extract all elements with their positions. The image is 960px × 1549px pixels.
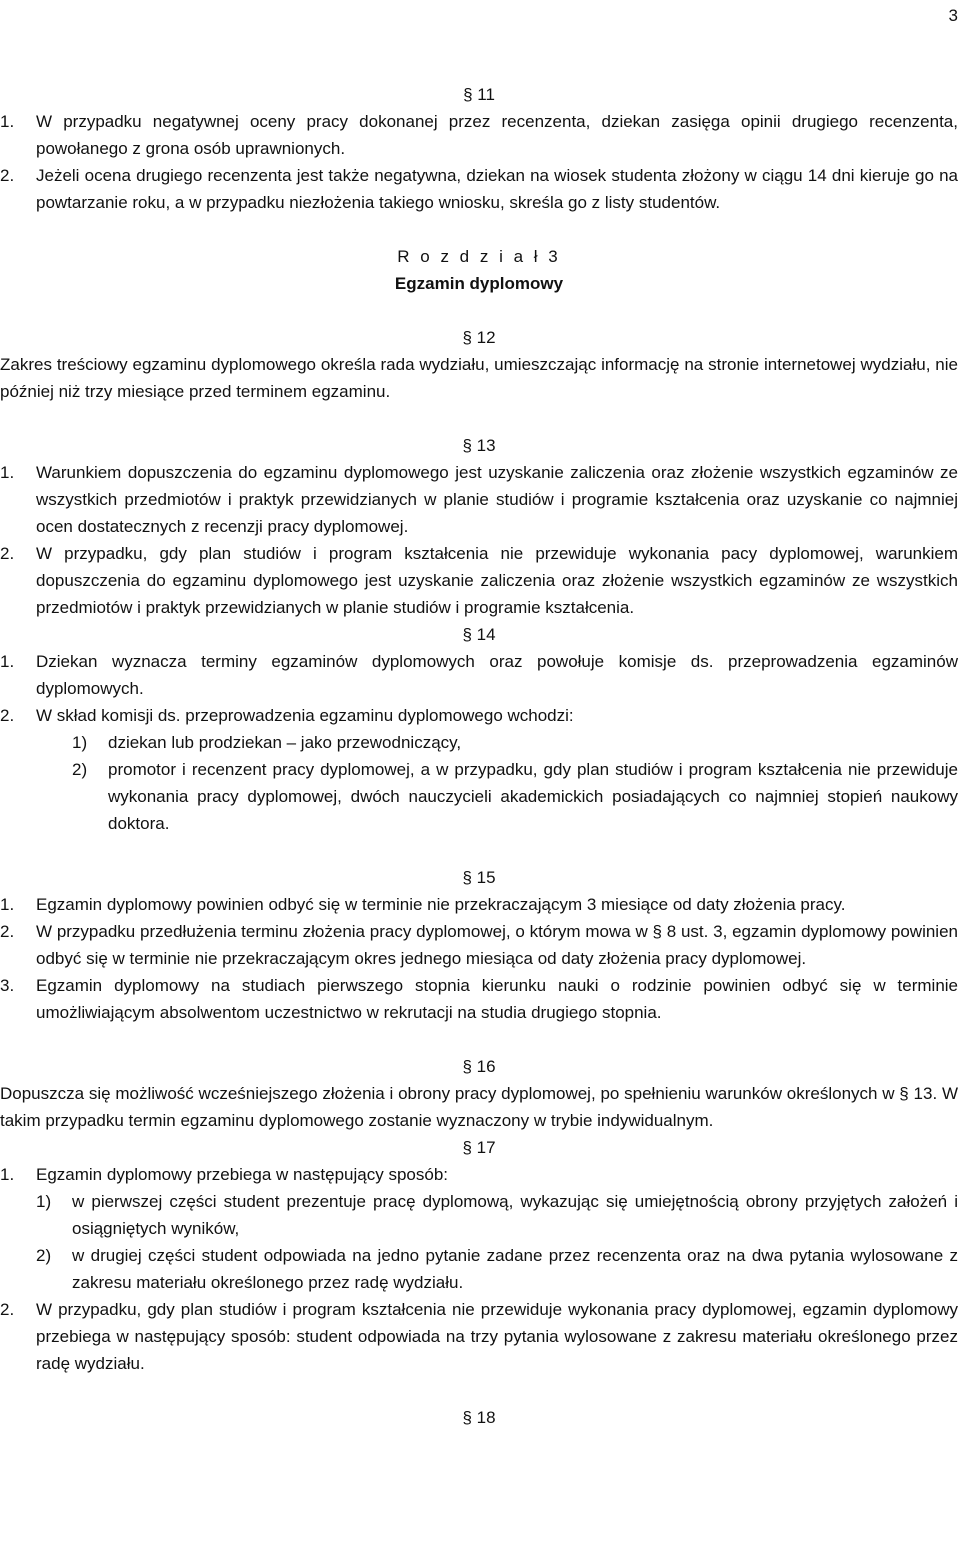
item-text: Egzamin dyplomowy na studiach pierwszego stopnia kierunku nauki o rodzinie powinien odbyć się w terminie umożliwiającym absolwentom uczestnictwo w rekrutacji na studia drugiego stopnia. — [36, 976, 958, 1022]
item-number: 1) — [72, 733, 88, 752]
chapter-label: R o z d z i a ł 3 — [397, 247, 561, 266]
item-text: Egzamin dyplomowy przebiega w następujący sposób: — [36, 1165, 449, 1184]
item-text: promotor i recenzent pracy dyplomowej, a w przypadku, gdy plan studiów i program kształcenia nie przewiduje wykonania pracy dyplomowej, dwóch nauczycieli akademickich posiadających co najmniej stopień naukowy doktora. — [108, 760, 958, 833]
item-text: Jeżeli ocena drugiego recenzenta jest także negatywna, dziekan na wiosek studenta złożony w ciągu 14 dni kieruje go na powtarzanie roku, a w przypadku niezłożenia takiego wniosku, skreśla go z listy studentów. — [36, 166, 958, 212]
item-text: W przypadku przedłużenia terminu złożenia pracy dyplomowej, o którym mowa w § 8 ust. 3, egzamin dyplomowy powinien odbyć się w terminie nie przekraczającym okres jednego miesiąca od daty złożenia pracy dyplomowej. — [36, 922, 958, 968]
item-number: 1. — [0, 112, 15, 131]
item-text: Egzamin dyplomowy powinien odbyć się w terminie nie przekraczającym 3 miesiące od daty złożenia pracy. — [36, 895, 846, 914]
item-number: 1. — [0, 463, 15, 482]
list-item — [0, 108, 958, 162]
item-text: w pierwszej części student prezentuje pracę dyplomową, wykazując się umiejętnością obrony przyjętych założeń i osiągniętych wyników, — [72, 1192, 958, 1238]
sub-list-item — [0, 756, 958, 837]
item-number: 2) — [36, 1246, 52, 1265]
item-number: 1. — [0, 1165, 15, 1184]
item-number: 2. — [0, 166, 15, 185]
list-item — [0, 162, 958, 216]
paragraph-text: Zakres treściowy egzaminu dyplomowego określa rada wydziału, umieszczając informację na stronie internetowej wydziału, nie później niż trzy miesiące przed terminem egzaminu. — [0, 355, 958, 401]
list-item — [0, 891, 958, 918]
item-number: 2. — [0, 544, 15, 563]
item-text: dziekan lub prodziekan – jako przewodniczący, — [108, 733, 462, 752]
list-item — [0, 459, 958, 540]
section-mark-11: § 11 — [463, 85, 495, 104]
item-number: 3. — [0, 976, 15, 995]
chapter-title: Egzamin dyplomowy — [394, 274, 564, 293]
list-item — [0, 702, 958, 729]
item-number: 2. — [0, 922, 15, 941]
section-mark-12: § 12 — [462, 328, 496, 347]
list-item — [0, 1296, 958, 1377]
section-mark-17: § 17 — [462, 1138, 496, 1157]
item-number: 1. — [0, 652, 15, 671]
item-text: w drugiej części student odpowiada na jedno pytanie zadane przez recenzenta oraz na dwa pytania wylosowane z zakresu materiału określonego przez radę wydziału. — [72, 1246, 958, 1292]
item-number: 2. — [0, 1300, 15, 1319]
paragraph-text: Dopuszcza się możliwość wcześniejszego złożenia i obrony pracy dyplomowej, po spełnieniu warunków określonych w § 13. W takim przypadku termin egzaminu dyplomowego zostanie wyznaczony w trybie indywidualnym. — [0, 1084, 958, 1130]
item-number: 2. — [0, 706, 15, 725]
item-text: W przypadku, gdy plan studiów i program kształcenia nie przewiduje wykonania pacy dyplomowej, warunkiem dopuszczenia do egzaminu dyplomowego jest uzyskanie zaliczenia oraz złożenie wszystkich egzaminów ze wszystkich przedmiotów i praktyk przewidzianych w planie studiów i programie kształcenia. — [36, 544, 958, 617]
list-item — [0, 648, 958, 702]
section-mark-18: § 18 — [462, 1408, 496, 1427]
item-number: 1. — [0, 895, 15, 914]
page-number: 3 — [948, 6, 958, 25]
list-item — [0, 1161, 958, 1188]
list-item — [0, 540, 958, 621]
list-item — [0, 918, 958, 972]
item-text: Warunkiem dopuszczenia do egzaminu dyplomowego jest uzyskanie zaliczenia oraz złożenie wszystkich egzaminów ze wszystkich przedmiotów i praktyk przewidzianych w planie studiów i programie kształcenia oraz uzyskanie co najmniej ocen dostatecznych z recenzji pracy dyplomowej. — [36, 463, 958, 536]
sub-list-item — [0, 1242, 958, 1296]
item-text: Dziekan wyznacza terminy egzaminów dyplomowych oraz powołuje komisje ds. przeprowadzenia egzaminów dyplomowych. — [36, 652, 958, 698]
section-mark-15: § 15 — [462, 868, 496, 887]
item-number: 1) — [36, 1192, 52, 1211]
section-mark-16: § 16 — [462, 1057, 496, 1076]
list-item — [0, 972, 958, 1026]
item-text: W skład komisji ds. przeprowadzenia egzaminu dyplomowego wchodzi: — [36, 706, 574, 725]
sub-list-item — [0, 1188, 958, 1242]
sub-list-item — [0, 729, 958, 756]
section-mark-14: § 14 — [462, 625, 496, 644]
item-text: W przypadku negatywnej oceny pracy dokonanej przez recenzenta, dziekan zasięga opinii drugiego recenzenta, powołanego z grona osób uprawnionych. — [36, 112, 958, 158]
document-body — [0, 81, 958, 1431]
section-mark-13: § 13 — [462, 436, 496, 455]
item-text: W przypadku, gdy plan studiów i program kształcenia nie przewiduje wykonania pracy dyplomowej, egzamin dyplomowy przebiega w następujący sposób: student odpowiada na trzy pytania wylosowane z zakresu materiału określonego przez radę wydziału. — [36, 1300, 958, 1373]
item-number: 2) — [72, 760, 88, 779]
